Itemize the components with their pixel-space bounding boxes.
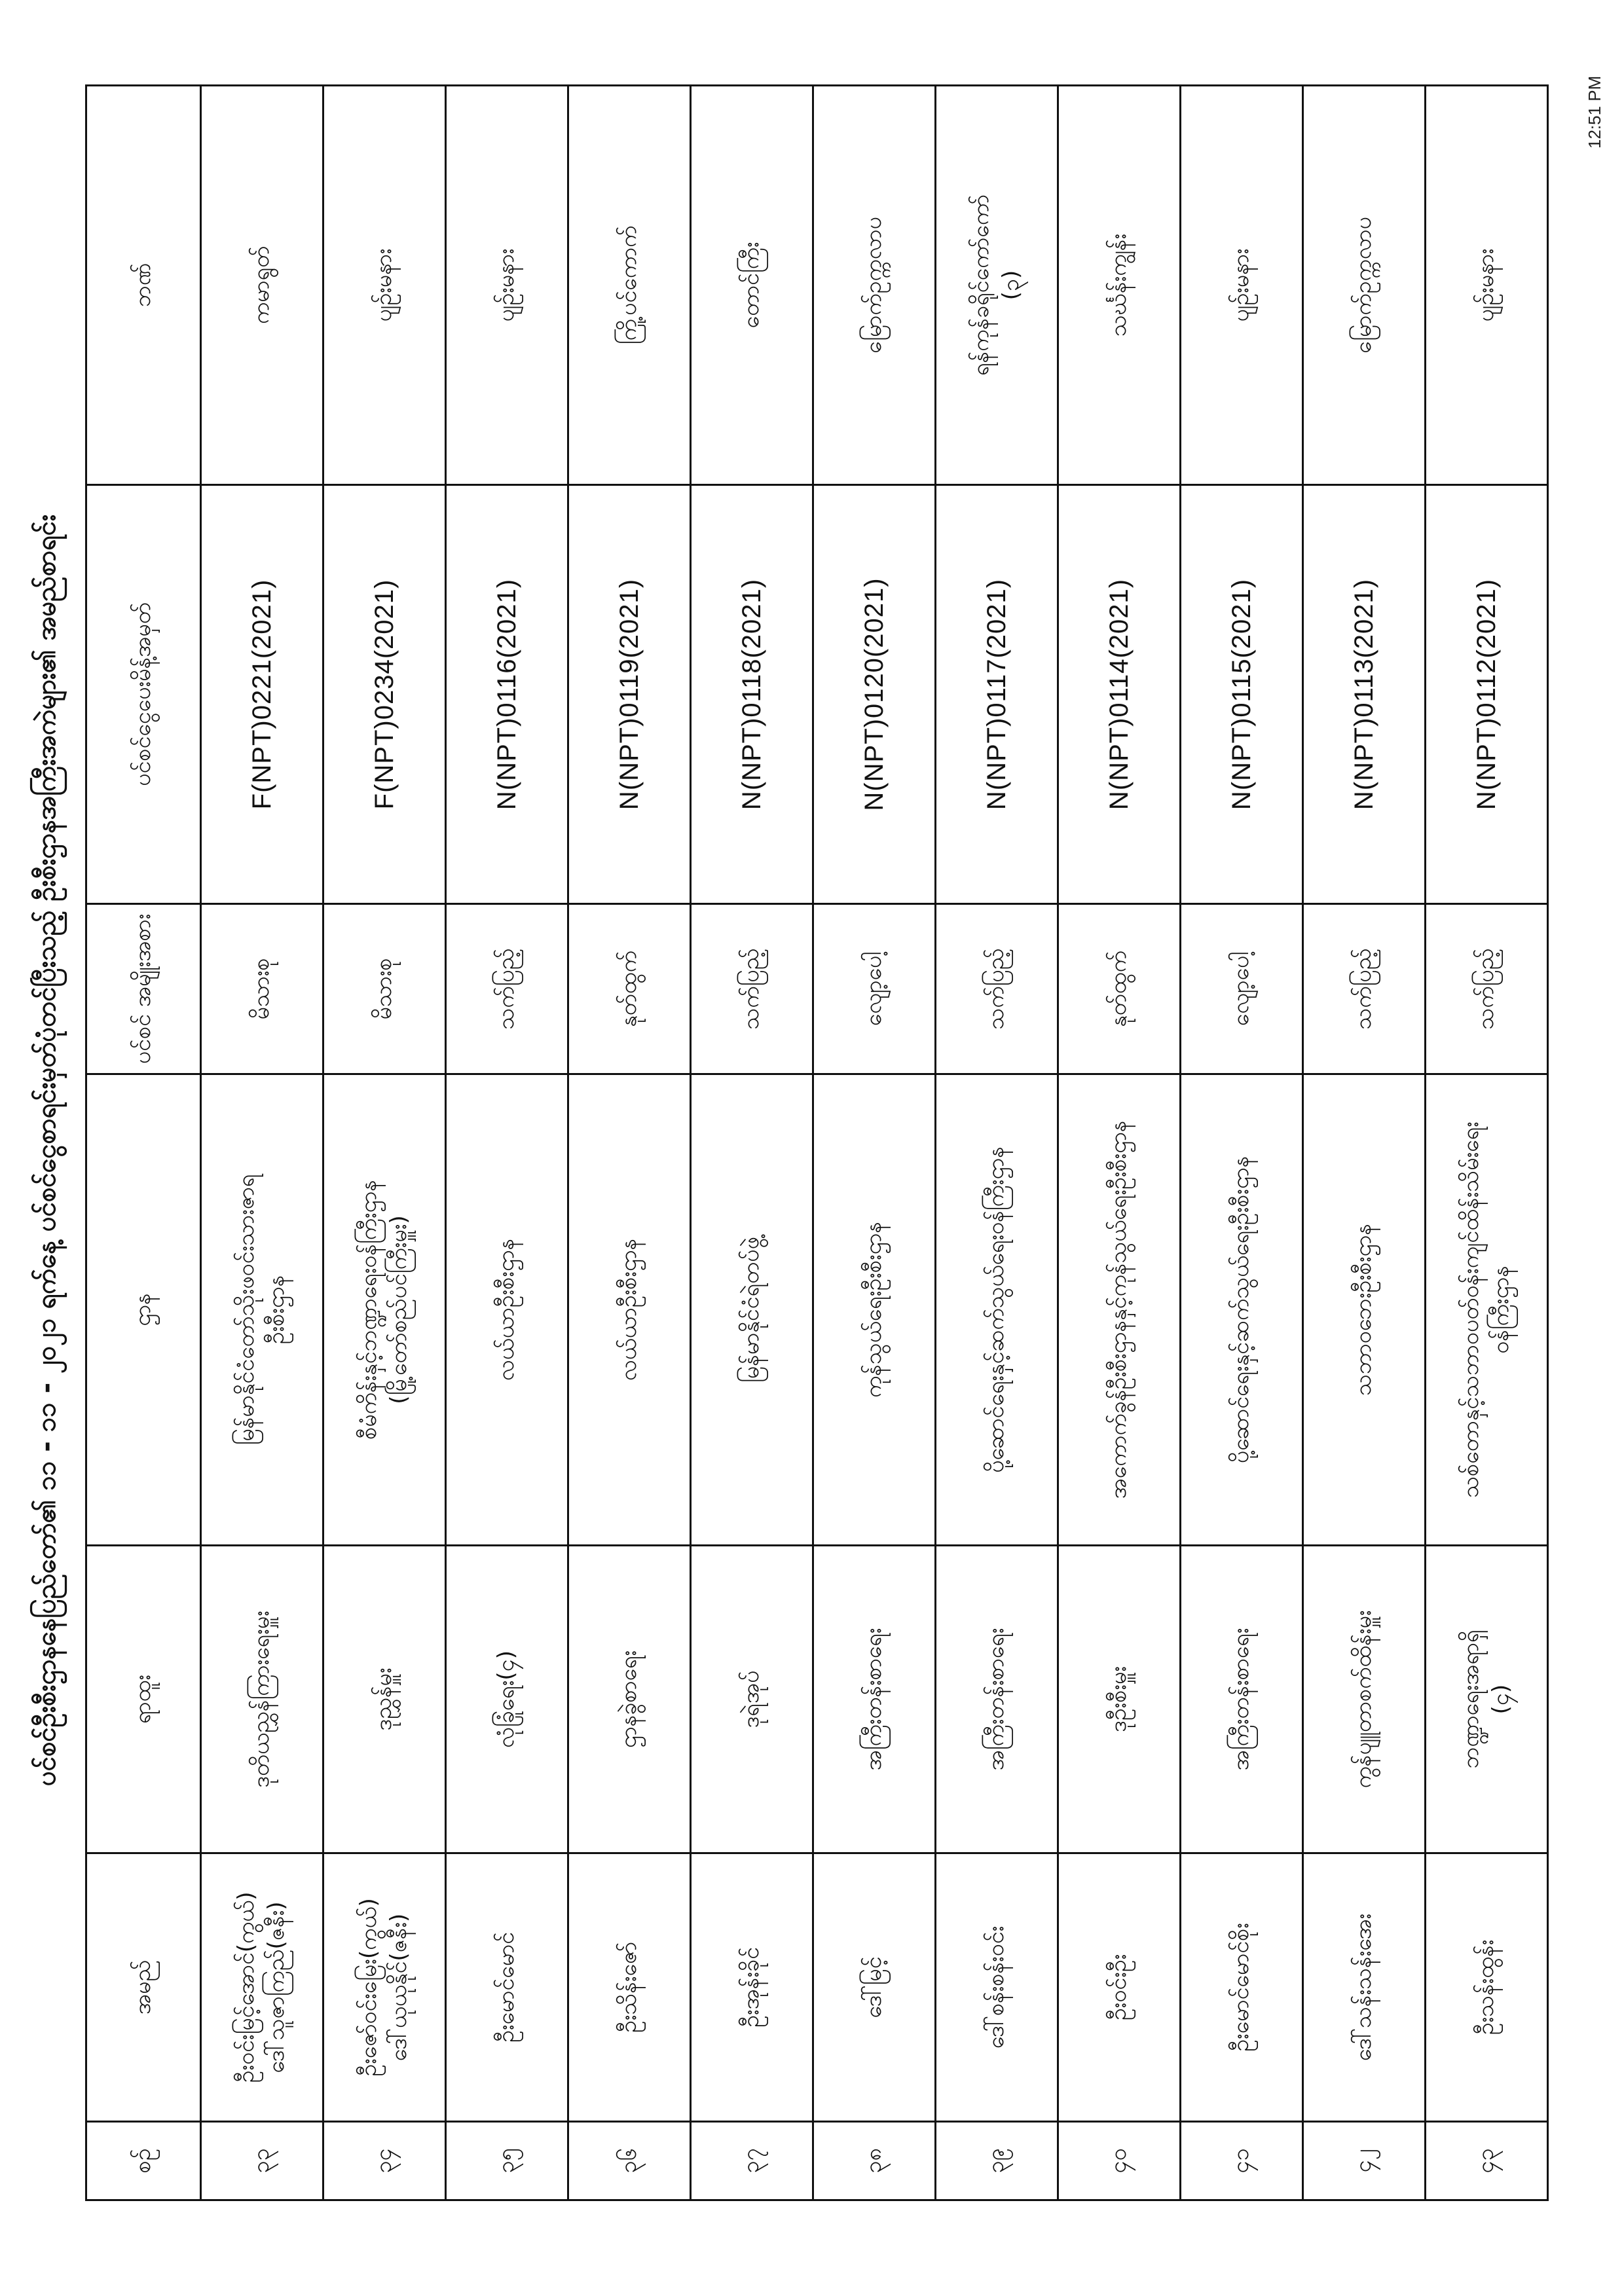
cell-pension-type-text: သက်ပြည့် [983,948,1010,1030]
cell-rank [813,1546,936,1853]
cell-no-text: ၃၉ [983,2148,1010,2174]
cell-name-text: ဒေါ်ယုယုနိုင်(ဇနီး) [386,1913,412,2062]
cell-order-no-text: N(NPT)0118(2021) [737,578,766,811]
cell-name-text: ဦးမောင်မောင် [493,1932,520,2043]
cell-no-text: ၄၂ [1350,2149,1377,2173]
cell-rank-text: ဒုရဲအုပ် [738,1670,765,1728]
cell-rank [201,1546,323,1853]
header-pension-type: ပင်စင် အမျိုးအစား [86,904,201,1074]
table-body [201,86,1548,2200]
cell-bank [813,86,936,485]
cell-order-no-text: F(NPT)0234(2021) [370,579,399,810]
cell-bank-text: မြောက်ဥက္ကလာပ [860,217,887,354]
cell-department-text: ဝန်ကြီးဌာန [1488,1266,1514,1354]
cell-name [691,1853,813,2122]
cell-no [1303,2122,1426,2200]
cell-bank [1181,86,1303,485]
cell-no [936,2122,1058,2200]
cell-order-no [446,485,568,904]
cell-rank [1058,1546,1181,1853]
cell-order-no-text: N(NPT)0113(2021) [1350,578,1378,811]
cell-order-no-text: N(NPT)0116(2021) [492,578,521,811]
cell-name-text: ဒေါ်သူဇာကြည်(ဇနီး) [263,1901,289,2073]
cell-department [323,1074,446,1546]
cell-order-no [1303,485,1426,904]
cell-pension-type [323,904,446,1074]
cell-name-text: ဦးမောင်မောင်စိုး [1228,1923,1255,2052]
cell-department-text: သစ်တောနှင့်သဘာဝပတ်ဝန်းကျင်ထိန်းသိမ်းရေး [1458,1121,1485,1498]
pension-register-table [85,84,1549,2201]
header-name: အမည် [86,1853,201,2122]
cell-name-text: ဒေါ်သန်းသန်းအေး [1350,1913,1377,2062]
cell-department [691,1074,813,1546]
cell-order-no [323,485,446,904]
cell-pension-type-text: သက်ပြည့် [738,948,765,1030]
cell-name [1181,1853,1303,2122]
cell-bank [568,86,691,485]
cell-bank [691,86,813,485]
cell-department [1181,1074,1303,1546]
cell-no-text: ၄၁ [1228,2148,1255,2174]
cell-rank-text: ဌာနခွဲစာရေး [616,1650,642,1749]
cell-name-text: ဒေါ်မြင့် [860,1956,887,2018]
cell-pension-type-text: သက်ပြည့် [493,948,520,1030]
cell-order-no [936,485,1058,904]
table-header-row [86,86,201,2200]
cell-order-no [201,485,323,904]
cell-department-text: ကုန်သွယ်ရေးဦးစီးဌာန [860,1221,887,1398]
table-row [1181,86,1303,2200]
cell-rank [323,1546,446,1853]
cell-bank-text: ပျဉ်းမနား [1228,248,1255,322]
cell-order-no [1181,485,1303,904]
cell-rank-text: ကွန်ပျူတာစက်ထိန်းမှူး [1350,1610,1377,1789]
cell-pension-type [1303,904,1426,1074]
cell-no [568,2122,691,2200]
cell-order-no-text: N(NPT)0119(2021) [615,578,644,811]
cell-bank [1426,86,1548,485]
cell-rank [1181,1546,1303,1853]
cell-bank-text: မြောက်ဥက္ကလာပ [1350,217,1377,354]
table-row [1303,86,1426,2200]
cell-department-text: ဦးစီးဌာန [263,1275,289,1345]
table-row [446,86,568,2200]
cell-bank-text: (၃) [998,270,1024,301]
cell-bank [1058,86,1181,485]
cell-rank [1426,1546,1548,1853]
cell-no [1058,2122,1181,2200]
cell-pension-type-text: သက်ပြည့် [1350,948,1377,1030]
cell-name-text: ဦးသန်းထွန်း [1473,1939,1500,2035]
cell-rank-text: အကြီးတန်းစာရေး [983,1628,1010,1771]
cell-order-no-text: N(NPT)0117(2021) [982,578,1011,811]
cell-rank [568,1546,691,1853]
cell-order-no-text: N(NPT)0114(2021) [1105,578,1134,811]
cell-bank-text: သင်္ဃန်းကျွန်း [1105,233,1132,337]
table-row [1426,86,1548,2200]
cell-pension-type [201,904,323,1074]
cell-order-no-text: N(NPT)0112(2021) [1472,578,1501,811]
cell-department-text: စီမံကိန်းနှင့်ဘဏ္ဍာရေးဝန်ကြီးဌာန [356,1180,382,1440]
cell-no [1181,2122,1303,2200]
cell-bank [201,86,323,485]
cell-pension-type-text: သက်ပြည့် [1473,948,1500,1030]
cell-rank-text: ဒုညွှန်မှူး [371,1667,397,1731]
cell-name-text: ဦးသိန်းဇော် [616,1941,642,2033]
table-row [568,86,691,2200]
cell-department [1426,1074,1548,1546]
cell-bank [936,86,1058,485]
cell-bank [323,86,446,485]
cell-rank-text: အကြီးတန်းစာရေး [860,1628,887,1771]
table-row [936,86,1058,2200]
cell-order-no-text: F(NPT)0221(2021) [248,579,276,810]
cell-department [813,1074,936,1546]
cell-no-text: ၃၇ [738,2148,765,2174]
table-row [323,86,446,2200]
header-department: ဌာန [86,1074,201,1546]
cell-no-text: ၃၃ [248,2148,275,2174]
cell-department [446,1074,568,1546]
cell-rank [1303,1546,1426,1853]
cell-department [568,1074,691,1546]
cell-name [1303,1853,1426,2122]
cell-rank [936,1546,1058,1853]
cell-pension-type [568,904,691,1074]
cell-pension-type-text: လျော့ပေါ့ [860,951,887,1027]
header-no: စဉ် [86,2122,201,2200]
cell-rank-text: ဒုတိယညွှန်ကြားရေးမှူး [248,1611,275,1788]
cell-rank-text: ဘဏ္ဍာရေးအရာရှိ [1458,1630,1485,1769]
cell-rank-text: လုံခြုံရေး(၄) [493,1650,520,1748]
cell-pension-type-text: မိသားစု [248,958,275,1020]
cell-name-text: ဦးဝင်းဦး [1105,1954,1132,2021]
cell-order-no [568,485,691,904]
cell-department [201,1074,323,1546]
cell-no [691,2122,813,2200]
cell-department-text: မြန်မာနိုင်ငံရဲတပ်ဖွဲ့ [738,1237,765,1383]
cell-bank-text: ရန်ကုန်ခရိုင်ကော်ကော် [968,194,995,376]
cell-pension-type-text: နုတ်ထွက် [1105,951,1132,1027]
cell-pension-type [446,904,568,1074]
cell-pension-type [936,904,1058,1074]
cell-no-text: ၃၈ [860,2148,887,2174]
cell-name [201,1853,323,2122]
cell-name [323,1853,446,2122]
cell-no [323,2122,446,2200]
cell-bank-text: တောင်ကြီး [738,242,765,329]
cell-no-text: ၃၄ [371,2148,397,2174]
cell-bank-text: ပျဉ်းမနား [371,248,397,322]
cell-no [813,2122,936,2200]
print-timestamp: 12:51 PM [1585,75,1604,149]
cell-name [568,1853,691,2122]
cell-name [446,1853,568,2122]
table-row [201,86,323,2200]
cell-no-text: ၃၅ [493,2148,520,2174]
cell-name-text: ဦးဇော်ဝင်းမြေး(ကွယ်) [356,1898,382,2077]
cell-department-text: သဘာဝဘေးဦးစီးဌာန [1350,1224,1377,1396]
cell-name [936,1853,1058,2122]
cell-order-no-text: N(NPT)0120(2021) [860,577,889,811]
cell-bank-text: ကြို့ပင်ကောက် [616,225,642,345]
cell-bank-text: ပျဉ်းမနား [493,248,520,322]
header-rank: ရာထူး [86,1546,201,1853]
cell-department [936,1074,1058,1546]
cell-name-text: ဒေါ်စန်းစန်းဝင်း [983,1925,1010,2049]
cell-department [1303,1074,1426,1546]
cell-name-text: ဦးအုန်းခိုင် [738,1947,765,2028]
cell-pension-type [813,904,936,1074]
cell-pension-type [691,904,813,1074]
table-row [813,86,936,2200]
cell-rank-text: အကြီးတန်းစာရေး [1228,1628,1255,1771]
cell-pension-type [1426,904,1548,1074]
cell-rank [446,1546,568,1853]
cell-order-no [1426,485,1548,904]
cell-department-text: (မြို့တော်စည်ပင်ကြီးမှူး) [386,1215,412,1404]
cell-order-no [813,485,936,904]
cell-department-text: အကောက်ခွန်ဦးစီးဌာနနှင့်ကုန်သွယ်ရေးဦးစီးဌာန [1105,1120,1132,1499]
cell-bank-text: ပျဉ်းမနား [1473,248,1500,322]
cell-name-text: ဦးဝင်းမြင့်အောင်(ကွယ်) [233,1891,260,2083]
cell-no-text: ၃၆ [616,2148,642,2174]
cell-no [1426,2122,1548,2200]
cell-pension-type-text: လျော့ပေါ့ [1228,951,1255,1027]
cell-bank-text: ကမာရွတ် [248,246,275,325]
cell-order-no [691,485,813,904]
cell-pension-type-text: နုတ်ထွက် [616,951,642,1027]
cell-rank [691,1546,813,1853]
cell-order-no [1058,485,1181,904]
cell-name [1058,1853,1181,2122]
cell-department-text: လယ်ယာဦးစီးဌာန [616,1238,642,1381]
table-row [691,86,813,2200]
cell-no [446,2122,568,2200]
cell-bank [446,86,568,485]
cell-no-text: ၄၃ [1473,2148,1500,2174]
table-row [1058,86,1181,2200]
header-bank: ဘဏ် [86,86,201,485]
cell-order-no-text: N(NPT)0115(2021) [1227,578,1256,811]
header-order-no: ပင်စင်ငွေပေးမိန့်အမှတ် [86,485,201,904]
cell-pension-type-text: မိသားစု [371,958,397,1020]
cell-pension-type [1181,904,1303,1074]
cell-department-text: လယ်ယာဦးစီးဌာန [493,1238,520,1381]
document-title: ပင်စင်ဦးစီးဌာနနေပြည်တော်၏ ၁၁ - ၁၁ - ၂၀၂၁ ရက်နေ့ ပင်စင်ငွေစာရင်းမှတ်ပုံတင်ပြီးသည့် ဦးစီးဌာနအကြီးအကဲများ၏ အမည်စာရင်း [31,514,62,1787]
cell-name [813,1853,936,2122]
cell-bank [1303,86,1426,485]
cell-rank-text: ဒုဦးစီးမှူး [1105,1666,1132,1733]
cell-department-text: ပို့ဆောင်ရေးနှင့်ဆက်သွယ်ရေးဦးစီးဌာန [1228,1156,1255,1464]
cell-department [1058,1074,1181,1546]
cell-name [1426,1853,1548,2122]
cell-pension-type [1058,904,1181,1074]
cell-no-text: ၄၀ [1105,2148,1132,2174]
cell-department-text: မြန်မာနိုင်ငံတော်သိုးဖဝင်းသားဇာရ [233,1174,260,1446]
cell-no [201,2122,323,2200]
cell-rank-text: (၄) [1488,1684,1514,1715]
cell-department-text: ပို့ဆောင်ရေးနှင့်ဆက်သွယ်ရေးဝန်ကြီးဌာန [983,1146,1010,1473]
